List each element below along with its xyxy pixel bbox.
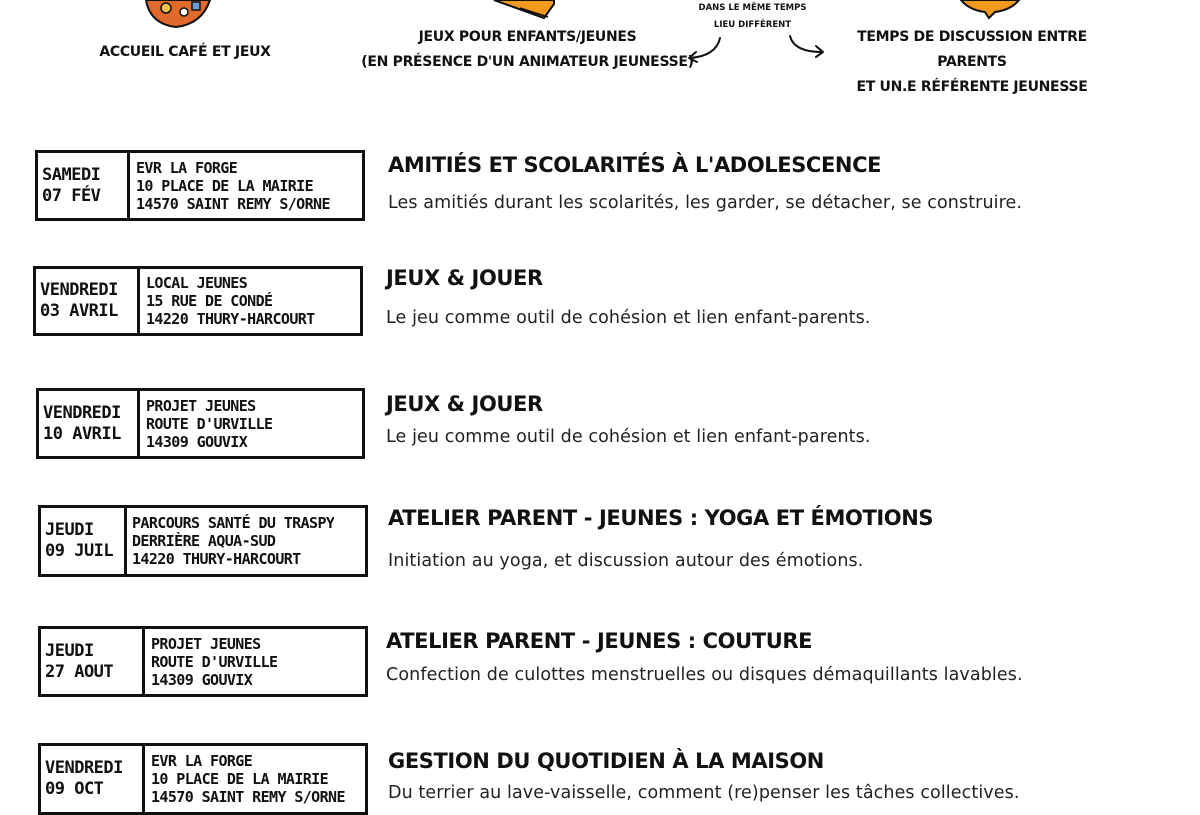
event-place: PROJET JEUNES bbox=[151, 634, 261, 653]
event-title-3: JEUX & JOUER bbox=[386, 392, 543, 416]
speech-bubble-illustration bbox=[955, 0, 1025, 20]
event-description-6: Du terrier au lave-vaisselle, comment (re)penser les tâches collectives. bbox=[388, 783, 1020, 803]
event-box-3 bbox=[36, 388, 365, 459]
event-day: VENDREDI bbox=[43, 402, 121, 423]
event-day: JEUDI bbox=[45, 520, 94, 540]
discussion-label bbox=[822, 25, 1122, 100]
event-date-cell bbox=[41, 629, 145, 694]
event-street: 10 PLACE DE LA MAIRIE bbox=[136, 176, 314, 195]
event-address-cell bbox=[145, 629, 277, 694]
event-box-2 bbox=[33, 266, 363, 336]
event-title-5: ATELIER PARENT - JEUNES : COUTURE bbox=[386, 629, 813, 653]
event-date-cell bbox=[41, 508, 127, 574]
event-place: EVR LA FORGE bbox=[151, 752, 253, 770]
event-box-4 bbox=[38, 505, 368, 577]
jeux-label bbox=[360, 25, 695, 75]
event-street: ROUTE D'URVILLE bbox=[146, 414, 273, 433]
event-address-cell bbox=[140, 269, 315, 333]
event-title-6: GESTION DU QUOTIDIEN À LA MAISON bbox=[388, 749, 824, 773]
event-description-2: Le jeu comme outil de cohésion et lien enfant-parents. bbox=[386, 308, 871, 328]
event-address-cell bbox=[127, 508, 334, 574]
event-street: 15 RUE DE CONDÉ bbox=[146, 292, 273, 310]
event-date: 27 AOUT bbox=[45, 661, 114, 682]
accueil-text: ACCUEIL CAFÉ ET JEUX bbox=[99, 44, 271, 60]
discussion-line-1: TEMPS DE DISCUSSION ENTRE PARENTS bbox=[857, 29, 1087, 70]
event-place: PARCOURS SANTÉ DU TRASPY bbox=[132, 514, 335, 532]
games-basket-illustration bbox=[140, 0, 220, 30]
event-box-5 bbox=[38, 626, 368, 697]
event-date: 03 AVRIL bbox=[40, 301, 118, 321]
event-title-1: AMITIÉS ET SCOLARITÉS À L'ADOLESCENCE bbox=[388, 153, 882, 177]
meme-temps-line-2: LIEU DIFFÉRENT bbox=[713, 20, 792, 30]
event-date-cell bbox=[41, 746, 145, 812]
event-day: SAMEDI bbox=[42, 164, 101, 185]
event-city: 14309 GOUVIX bbox=[151, 670, 253, 689]
event-title-2: JEUX & JOUER bbox=[386, 266, 543, 290]
event-address-cell bbox=[145, 746, 345, 812]
event-address-cell bbox=[140, 391, 272, 456]
event-box-1 bbox=[35, 150, 365, 221]
jeux-line-2: (EN PRÉSENCE D'UN ANIMATEUR JEUNESSE) bbox=[361, 54, 694, 70]
event-place: PROJET JEUNES bbox=[146, 396, 256, 415]
jeux-line-1: JEUX POUR ENFANTS/JEUNES bbox=[418, 29, 637, 45]
event-place: EVR LA FORGE bbox=[136, 158, 238, 177]
event-date: 09 JUIL bbox=[45, 541, 114, 561]
event-description-4: Initiation au yoga, et discussion autour des émotions. bbox=[388, 551, 864, 571]
event-box-6 bbox=[38, 743, 368, 815]
event-city: 14309 GOUVIX bbox=[146, 432, 248, 451]
event-date: 07 FÉV bbox=[42, 185, 101, 206]
game-box-illustration bbox=[490, 0, 560, 22]
event-title-4: ATELIER PARENT - JEUNES : YOGA ET ÉMOTIONS bbox=[388, 506, 934, 530]
event-day: VENDREDI bbox=[40, 280, 118, 300]
event-description-3: Le jeu comme outil de cohésion et lien enfant-parents. bbox=[386, 427, 871, 447]
event-city: 14220 THURY-HARCOURT bbox=[132, 550, 301, 568]
event-city: 14570 SAINT REMY S/ORNE bbox=[151, 788, 345, 806]
event-date-cell bbox=[36, 269, 140, 333]
event-date: 10 AVRIL bbox=[43, 423, 121, 444]
event-city: 14220 THURY-HARCOURT bbox=[146, 310, 315, 328]
discussion-line-2: ET UN.E RÉFÉRENTE JEUNESSE bbox=[856, 79, 1088, 95]
event-day: VENDREDI bbox=[45, 758, 123, 778]
event-street: ROUTE D'URVILLE bbox=[151, 652, 278, 671]
event-description-5: Confection de culottes menstruelles ou disques démaquillants lavables. bbox=[386, 665, 1023, 685]
event-address-cell bbox=[130, 153, 330, 218]
event-place: LOCAL JEUNES bbox=[146, 274, 248, 292]
event-day: JEUDI bbox=[45, 640, 94, 661]
event-date: 09 OCT bbox=[45, 779, 104, 799]
accueil-label bbox=[60, 40, 310, 65]
event-street: DERRIÈRE AQUA-SUD bbox=[132, 532, 276, 550]
event-date-cell bbox=[39, 391, 140, 456]
event-date-cell bbox=[38, 153, 130, 218]
arrow-left-icon bbox=[682, 36, 724, 64]
event-description-1: Les amitiés durant les scolarités, les garder, se détacher, se construire. bbox=[388, 193, 1023, 213]
event-street: 10 PLACE DE LA MAIRIE bbox=[151, 770, 329, 788]
meme-temps-note bbox=[690, 0, 815, 34]
event-city: 14570 SAINT REMY S/ORNE bbox=[136, 194, 330, 213]
meme-temps-line-1: DANS LE MÊME TEMPS bbox=[698, 3, 807, 13]
